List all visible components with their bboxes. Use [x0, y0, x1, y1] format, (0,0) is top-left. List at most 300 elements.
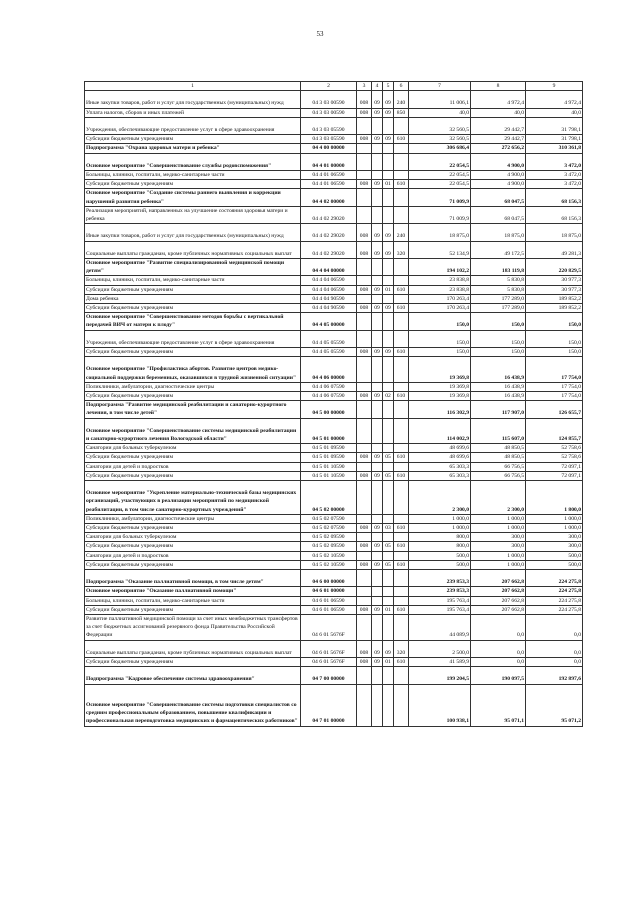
row-code: 04 6 01 06590	[301, 605, 357, 614]
row-subsection-code	[383, 444, 394, 453]
row-value-year1: 48 699,6	[409, 453, 471, 462]
row-code: 04 3 03 00590	[301, 108, 357, 117]
row-expense-type: 610	[394, 542, 409, 551]
row-value-year2: 1 000,0	[471, 551, 526, 560]
row-value-year3: 500,0	[526, 560, 583, 569]
row-subsection-code: 02	[383, 392, 394, 401]
row-subsection-code	[383, 170, 394, 179]
row-ministry-code	[357, 189, 372, 206]
row-value-year3: 126 655,7	[526, 401, 583, 418]
row-code: 04 3 03 05590	[301, 117, 357, 134]
row-ministry-code: 008	[357, 241, 372, 258]
row-value-year2: 5 830,8	[471, 276, 526, 285]
row-name: Больницы, клиники, госпитали, медико-санитарные части	[85, 596, 301, 605]
row-expense-type	[394, 444, 409, 453]
row-expense-type	[394, 551, 409, 560]
row-ministry-code: 008	[357, 91, 372, 108]
row-name: Иные закупки товаров, работ и услуг для государственных (муниципальных) нужд	[85, 224, 301, 241]
row-value-year2: 66 756,5	[471, 462, 526, 471]
row-name: Основное мероприятие "Создание системы раннего выявления и коррекции нарушений развития ребенка"	[85, 189, 301, 206]
row-code: 04 5 01 09590	[301, 444, 357, 453]
row-ministry-code: 008	[357, 542, 372, 551]
row-value-year1: 22 054,5	[409, 180, 471, 189]
row-section-code	[372, 615, 383, 641]
row-section-code	[372, 330, 383, 347]
row-subsection-code: 05	[383, 560, 394, 569]
table-row	[85, 524, 583, 533]
row-value-year3: 310 361,8	[526, 144, 583, 153]
row-subsection-code: 09	[383, 224, 394, 241]
row-code: 04 5 02 00000	[301, 481, 357, 515]
table-row	[85, 153, 583, 170]
table-row	[85, 658, 583, 667]
row-ministry-code	[357, 418, 372, 444]
row-name: Дома ребенка	[85, 294, 301, 303]
row-name: Уплата налогов, сборов и иных платежей	[85, 108, 301, 117]
row-subsection-code	[383, 684, 394, 726]
row-expense-type: 610	[394, 605, 409, 614]
table-row	[85, 258, 583, 275]
row-ministry-code	[357, 667, 372, 684]
row-ministry-code	[357, 206, 372, 223]
row-name: Больницы, клиники, госпитали, медико-санитарные части	[85, 276, 301, 285]
row-ministry-code	[357, 462, 372, 471]
row-value-year1: 71 009,9	[409, 189, 471, 206]
row-value-year2: 49 172,5	[471, 241, 526, 258]
row-subsection-code	[383, 330, 394, 347]
row-expense-type	[394, 587, 409, 596]
row-ministry-code	[357, 276, 372, 285]
row-code: 04 4 02 00000	[301, 189, 357, 206]
row-section-code	[372, 514, 383, 523]
row-subsection-code: 05	[383, 453, 394, 462]
row-value-year1: 800,0	[409, 542, 471, 551]
row-section-code	[372, 444, 383, 453]
row-value-year3: 500,0	[526, 551, 583, 560]
row-value-year3: 189 852,2	[526, 304, 583, 313]
column-header: 9	[526, 82, 583, 91]
row-name: Подпрограмма "Оказание паллиативной помощи, в том числе детям"	[85, 570, 301, 587]
row-ministry-code	[357, 153, 372, 170]
row-value-year3: 1 800,0	[526, 481, 583, 515]
row-expense-type: 610	[394, 453, 409, 462]
row-expense-type: 610	[394, 135, 409, 144]
row-value-year3: 224 275,8	[526, 570, 583, 587]
table-row	[85, 276, 583, 285]
row-value-year2: 16 438,9	[471, 392, 526, 401]
row-code: 04 6 01 06590	[301, 596, 357, 605]
row-ministry-code	[357, 551, 372, 560]
row-section-code: 09	[372, 108, 383, 117]
row-expense-type	[394, 117, 409, 134]
row-value-year2: 48 850,5	[471, 453, 526, 462]
row-expense-type	[394, 418, 409, 444]
row-value-year3: 220 829,5	[526, 258, 583, 275]
row-section-code: 09	[372, 471, 383, 480]
row-subsection-code	[383, 667, 394, 684]
row-value-year2: 150,0	[471, 313, 526, 330]
row-subsection-code	[383, 533, 394, 542]
row-name: Субсидии бюджетным учреждениям	[85, 605, 301, 614]
row-expense-type: 240	[394, 91, 409, 108]
row-value-year1: 44 089,9	[409, 615, 471, 641]
row-expense-type: 610	[394, 180, 409, 189]
row-ministry-code: 008	[357, 135, 372, 144]
table-row	[85, 533, 583, 542]
row-subsection-code	[383, 462, 394, 471]
row-value-year1: 32 560,5	[409, 135, 471, 144]
row-value-year3: 68 156,3	[526, 189, 583, 206]
row-ministry-code: 008	[357, 605, 372, 614]
row-code: 04 3 03 05590	[301, 135, 357, 144]
column-header: 6	[394, 82, 409, 91]
row-ministry-code: 008	[357, 180, 372, 189]
row-ministry-code	[357, 444, 372, 453]
row-expense-type	[394, 189, 409, 206]
table-row	[85, 170, 583, 179]
table-row	[85, 542, 583, 551]
row-ministry-code	[357, 514, 372, 523]
row-value-year3: 30 977,3	[526, 276, 583, 285]
row-expense-type	[394, 596, 409, 605]
budget-table	[84, 81, 583, 727]
row-code: 04 4 05 00000	[301, 313, 357, 330]
table-row	[85, 444, 583, 453]
row-subsection-code	[383, 481, 394, 515]
table-row	[85, 294, 583, 303]
row-section-code	[372, 587, 383, 596]
row-ministry-code: 008	[357, 348, 372, 357]
row-expense-type	[394, 258, 409, 275]
row-value-year3: 150,0	[526, 348, 583, 357]
row-name: Основное мероприятие "Развитие специализированной медицинской помощи детям"	[85, 258, 301, 275]
row-value-year2: 48 850,5	[471, 444, 526, 453]
row-expense-type	[394, 170, 409, 179]
row-code: 04 6 01 5676F	[301, 615, 357, 641]
row-section-code	[372, 667, 383, 684]
row-value-year3: 68 156,3	[526, 206, 583, 223]
row-value-year2: 207 662,8	[471, 596, 526, 605]
row-value-year1: 239 853,3	[409, 570, 471, 587]
table-row	[85, 117, 583, 134]
row-code: 04 7 00 00000	[301, 667, 357, 684]
row-value-year2: 272 656,2	[471, 144, 526, 153]
row-value-year2: 207 662,8	[471, 587, 526, 596]
table-row	[85, 418, 583, 444]
row-subsection-code: 05	[383, 471, 394, 480]
row-subsection-code	[383, 401, 394, 418]
row-value-year2: 190 097,5	[471, 667, 526, 684]
row-section-code	[372, 481, 383, 515]
table-row	[85, 551, 583, 560]
row-name: Субсидии бюджетным учреждениям	[85, 542, 301, 551]
row-value-year1: 800,0	[409, 533, 471, 542]
row-value-year1: 239 853,3	[409, 587, 471, 596]
row-value-year1: 2 300,0	[409, 481, 471, 515]
row-value-year3: 1 000,0	[526, 524, 583, 533]
row-code: 04 5 00 00000	[301, 401, 357, 418]
row-expense-type	[394, 294, 409, 303]
row-code: 04 4 02 29020	[301, 206, 357, 223]
row-value-year1: 150,0	[409, 330, 471, 347]
row-value-year3: 150,0	[526, 330, 583, 347]
table-row	[85, 570, 583, 587]
row-name: Субсидии бюджетным учреждениям	[85, 658, 301, 667]
table-row	[85, 189, 583, 206]
row-value-year3: 40,0	[526, 108, 583, 117]
row-expense-type: 610	[394, 285, 409, 294]
row-value-year2: 1 000,0	[471, 514, 526, 523]
row-ministry-code	[357, 401, 372, 418]
row-code: 04 5 01 00000	[301, 418, 357, 444]
row-subsection-code: 01	[383, 658, 394, 667]
table-row	[85, 596, 583, 605]
row-value-year1: 23 838,8	[409, 285, 471, 294]
page-number: 53	[316, 30, 324, 38]
row-value-year2: 68 047,5	[471, 206, 526, 223]
row-value-year2: 0,0	[471, 615, 526, 641]
row-value-year1: 19 369,8	[409, 357, 471, 383]
row-expense-type	[394, 514, 409, 523]
row-expense-type	[394, 330, 409, 347]
row-value-year1: 52 134,9	[409, 241, 471, 258]
row-code: 04 6 01 5676F	[301, 658, 357, 667]
row-subsection-code	[383, 313, 394, 330]
row-value-year2: 4 900,0	[471, 170, 526, 179]
row-section-code	[372, 551, 383, 560]
row-value-year3: 300,0	[526, 542, 583, 551]
row-ministry-code: 008	[357, 453, 372, 462]
row-value-year1: 32 560,5	[409, 117, 471, 134]
row-expense-type	[394, 153, 409, 170]
column-header: 8	[471, 82, 526, 91]
row-expense-type: 320	[394, 640, 409, 657]
row-value-year2: 16 438,9	[471, 357, 526, 383]
column-header: 5	[383, 82, 394, 91]
row-value-year3: 192 897,6	[526, 667, 583, 684]
row-value-year2: 18 875,0	[471, 224, 526, 241]
row-ministry-code	[357, 684, 372, 726]
row-value-year3: 124 855,7	[526, 418, 583, 444]
row-subsection-code: 01	[383, 605, 394, 614]
row-name: Основное мероприятие "Профилактика абортов. Развитие центров медико-социальной поддержки беременных, оказавшихся в трудной жизненной ситуации"	[85, 357, 301, 383]
row-value-year1: 65 303,3	[409, 462, 471, 471]
table-row	[85, 684, 583, 726]
table-row	[85, 514, 583, 523]
row-value-year1: 150,0	[409, 348, 471, 357]
row-name: Основное мероприятие "Укрепление материально-технической базы медицинских организаций, участвующих в реализации мероприятий по медицинской реабилитации, в том числе санаторно-курортных учреждений"	[85, 481, 301, 515]
row-name: Социальные выплаты гражданам, кроме публичных нормативных социальных выплат	[85, 241, 301, 258]
row-ministry-code	[357, 570, 372, 587]
row-code: 04 5 01 10590	[301, 471, 357, 480]
row-expense-type	[394, 684, 409, 726]
row-subsection-code: 03	[383, 524, 394, 533]
row-code: 04 4 04 06590	[301, 285, 357, 294]
row-section-code: 09	[372, 91, 383, 108]
row-subsection-code: 09	[383, 241, 394, 258]
row-code: 04 5 02 09590	[301, 542, 357, 551]
table-row	[85, 224, 583, 241]
row-name: Поликлиники, амбулатории, диагностические центры	[85, 514, 301, 523]
row-name: Основное мероприятие "Совершенствование службы родовспоможения"	[85, 153, 301, 170]
row-subsection-code	[383, 144, 394, 153]
row-value-year3: 18 875,0	[526, 224, 583, 241]
row-value-year3: 52 758,6	[526, 453, 583, 462]
row-subsection-code	[383, 570, 394, 587]
row-value-year3: 72 097,1	[526, 471, 583, 480]
row-section-code	[372, 533, 383, 542]
table-row	[85, 481, 583, 515]
row-name: Развитие паллиативной медицинской помощи за счет иных межбюджетных трансфертов за счет бюджетных ассигнований резервного фонда Правительства Российской Федерации	[85, 615, 301, 641]
row-expense-type: 320	[394, 241, 409, 258]
row-subsection-code	[383, 258, 394, 275]
row-subsection-code	[383, 357, 394, 383]
row-value-year1: 19 369,8	[409, 392, 471, 401]
table-row	[85, 357, 583, 383]
row-name: Санатории для детей и подростков	[85, 551, 301, 560]
row-value-year1: 18 875,0	[409, 224, 471, 241]
row-value-year2: 207 662,8	[471, 605, 526, 614]
row-section-code: 09	[372, 285, 383, 294]
row-value-year3: 95 071,2	[526, 684, 583, 726]
row-name: Субсидии бюджетным учреждениям	[85, 135, 301, 144]
row-ministry-code	[357, 615, 372, 641]
row-code: 04 4 02 29020	[301, 224, 357, 241]
row-section-code	[372, 570, 383, 587]
row-subsection-code: 09	[383, 304, 394, 313]
row-value-year3: 224 275,8	[526, 596, 583, 605]
row-subsection-code	[383, 596, 394, 605]
row-subsection-code	[383, 189, 394, 206]
row-section-code: 09	[372, 560, 383, 569]
row-value-year1: 41 589,9	[409, 658, 471, 667]
row-name: Учреждения, обеспечивающие предоставление услуг в сфере здравоохранения	[85, 117, 301, 134]
row-value-year1: 65 303,3	[409, 471, 471, 480]
row-value-year3: 49 281,3	[526, 241, 583, 258]
table-row	[85, 285, 583, 294]
column-header: 7	[409, 82, 471, 91]
column-header: 2	[301, 82, 357, 91]
row-code: 04 4 06 07590	[301, 392, 357, 401]
row-ministry-code: 008	[357, 640, 372, 657]
row-value-year1: 48 699,6	[409, 444, 471, 453]
row-value-year1: 114 002,9	[409, 418, 471, 444]
row-code: 04 4 01 06590	[301, 180, 357, 189]
row-section-code	[372, 313, 383, 330]
column-header: 1	[85, 82, 301, 91]
table-row	[85, 348, 583, 357]
row-value-year1: 150,0	[409, 313, 471, 330]
row-code: 04 4 04 90590	[301, 304, 357, 313]
row-ministry-code: 008	[357, 658, 372, 667]
row-section-code	[372, 462, 383, 471]
row-value-year3: 189 852,2	[526, 294, 583, 303]
row-code: 04 4 01 06590	[301, 170, 357, 179]
row-code: 04 6 00 00000	[301, 570, 357, 587]
row-code: 04 4 04 06590	[301, 276, 357, 285]
row-value-year3: 224 275,8	[526, 605, 583, 614]
row-value-year1: 11 006,1	[409, 91, 471, 108]
table-row	[85, 462, 583, 471]
row-section-code	[372, 170, 383, 179]
row-subsection-code	[383, 206, 394, 223]
row-value-year3: 0,0	[526, 640, 583, 657]
row-value-year2: 117 907,0	[471, 401, 526, 418]
row-code: 04 5 02 07590	[301, 524, 357, 533]
row-value-year2: 300,0	[471, 533, 526, 542]
row-value-year1: 500,0	[409, 560, 471, 569]
row-code: 04 4 06 00000	[301, 357, 357, 383]
table-row	[85, 615, 583, 641]
row-name: Санатории для детей и подростков	[85, 462, 301, 471]
row-value-year2: 4 900,0	[471, 153, 526, 170]
table-row	[85, 108, 583, 117]
row-expense-type	[394, 615, 409, 641]
row-subsection-code: 09	[383, 108, 394, 117]
row-value-year3: 4 972,4	[526, 91, 583, 108]
row-name: Подпрограмма "Кадровое обеспечение системы здравоохранения"	[85, 667, 301, 684]
row-name: Подпрограмма "Охрана здоровья матери и ребенка"	[85, 144, 301, 153]
row-ministry-code	[357, 587, 372, 596]
row-expense-type	[394, 570, 409, 587]
row-section-code	[372, 144, 383, 153]
row-expense-type	[394, 276, 409, 285]
row-expense-type	[394, 313, 409, 330]
table-row	[85, 640, 583, 657]
row-name: Субсидии бюджетным учреждениям	[85, 285, 301, 294]
row-section-code: 09	[372, 542, 383, 551]
row-section-code: 09	[372, 241, 383, 258]
row-name: Основное мероприятие "Совершенствование системы подготовки специалистов со средним профессиональным образованием, повышение квалификации и профессиональная переподготовка медицинских и фармацевтических работников"	[85, 684, 301, 726]
table-row	[85, 304, 583, 313]
row-name: Больницы, клиники, госпитали, медико-санитарные части	[85, 170, 301, 179]
row-value-year3: 17 754,0	[526, 392, 583, 401]
row-value-year1: 22 054,5	[409, 170, 471, 179]
row-value-year2: 29 442,7	[471, 135, 526, 144]
row-expense-type: 610	[394, 524, 409, 533]
row-subsection-code: 09	[383, 91, 394, 108]
row-expense-type: 610	[394, 560, 409, 569]
row-value-year1: 195 763,4	[409, 596, 471, 605]
row-section-code	[372, 401, 383, 418]
table-row	[85, 453, 583, 462]
row-expense-type: 610	[394, 348, 409, 357]
row-ministry-code	[357, 533, 372, 542]
row-value-year2: 5 830,8	[471, 285, 526, 294]
row-value-year3: 31 798,1	[526, 117, 583, 134]
row-ministry-code: 008	[357, 108, 372, 117]
row-name: Субсидии бюджетным учреждениям	[85, 348, 301, 357]
table-row	[85, 313, 583, 330]
row-value-year2: 95 071,1	[471, 684, 526, 726]
row-expense-type	[394, 462, 409, 471]
row-section-code: 09	[372, 135, 383, 144]
table-row	[85, 587, 583, 596]
row-expense-type	[394, 533, 409, 542]
row-ministry-code: 008	[357, 392, 372, 401]
row-value-year2: 150,0	[471, 330, 526, 347]
row-name: Санатории для больных туберкулезом	[85, 444, 301, 453]
row-value-year3: 300,0	[526, 533, 583, 542]
table-row	[85, 667, 583, 684]
row-section-code: 09	[372, 304, 383, 313]
row-expense-type	[394, 357, 409, 383]
row-code: 04 4 05 05590	[301, 330, 357, 347]
row-code: 04 4 04 90590	[301, 294, 357, 303]
row-expense-type	[394, 481, 409, 515]
row-name: Субсидии бюджетным учреждениям	[85, 471, 301, 480]
row-section-code: 09	[372, 180, 383, 189]
